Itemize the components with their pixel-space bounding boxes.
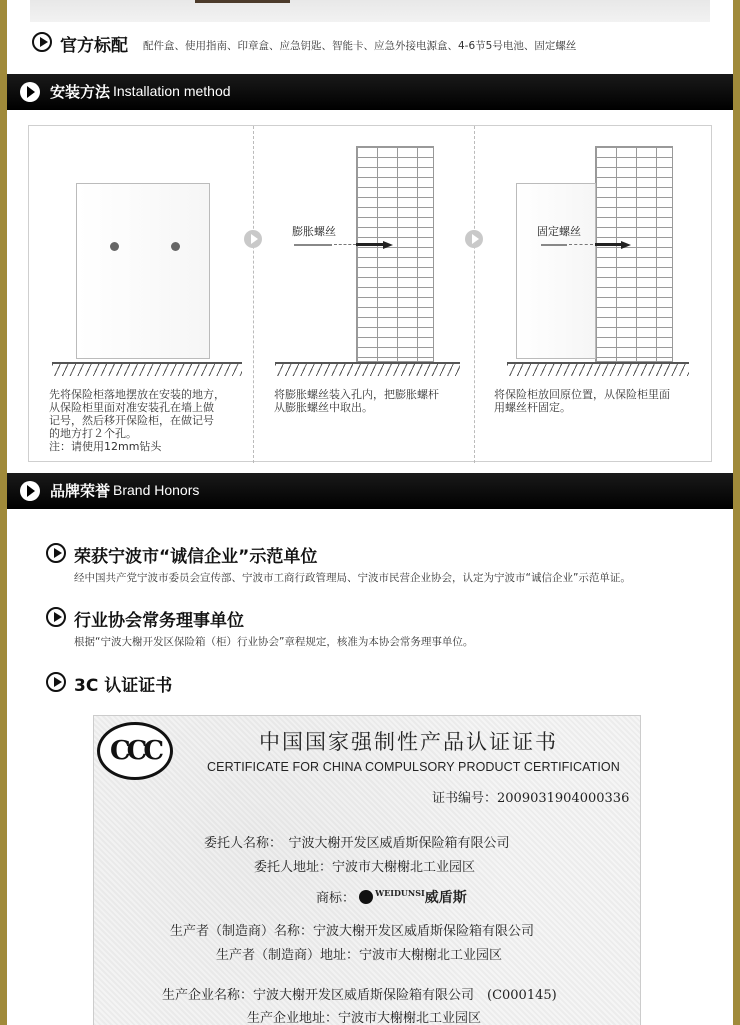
safe-cabinet [516, 183, 596, 359]
ccc-certificate-image [93, 715, 641, 1025]
play-circle-icon [46, 672, 66, 692]
step-arrow-icon [465, 230, 483, 248]
honor-text: 根据“宁波大榭开发区保险箱（柜）行业协会”章程规定，核准为本协会常务理事单位。 [74, 636, 474, 648]
guide-line [569, 244, 593, 245]
factory-name: 生产企业名称：宁波大榭开发区威盾斯保险箱有限公司 (C000145) [162, 988, 557, 1003]
step-arrow-icon [244, 230, 262, 248]
step3-text: 将保险柜放回原位置，从保险柜里面 用螺丝杆固定。 [494, 388, 670, 414]
anchor-tip [383, 241, 393, 249]
installation-header-cn: 安装方法 [50, 83, 111, 101]
ground [275, 362, 460, 376]
step-divider [474, 126, 475, 463]
guide-line [334, 244, 356, 245]
step2-text: 将膨胀螺丝装入孔内，把膨胀螺杆 从膨胀螺丝中取出。 [274, 388, 439, 414]
anchor-bolt [356, 243, 383, 246]
brick-wall [595, 146, 673, 362]
trademark-row: 商标： $^{WEIDUNSI}$威盾斯 [316, 888, 467, 906]
honor-title: 3C 认证证书 [74, 676, 173, 696]
installation-diagram [28, 125, 712, 462]
play-circle-icon [20, 82, 40, 102]
client-name: 委托人名称： 宁波大榭开发区威盾斯保险箱有限公司 [204, 836, 510, 851]
play-circle-icon [46, 607, 66, 627]
honors-header-cn: 品牌荣誉 [50, 482, 111, 500]
standard-title: 官方标配 [60, 36, 128, 56]
ground [52, 362, 242, 376]
standard-items: 配件盒、使用指南、印章盒、应急钥匙、智能卡、应急外接电源盒、4-6节5号电池、固定螺丝 [143, 40, 577, 52]
safe-cabinet [76, 183, 210, 359]
client-address: 委托人地址：宁波市大榭榭北工业园区 [254, 860, 476, 875]
mounting-hole [110, 242, 119, 251]
installation-header-bar [7, 74, 733, 110]
installation-header-en: Installation method [113, 83, 231, 99]
play-circle-icon [46, 543, 66, 563]
standard-accessories-row [32, 31, 732, 55]
step1-text: 先将保险柜落地摆放在安装的地方， 从保险柜里面对准安装孔在墙上做 记号，然后移开保险柜，在做记号 的地方打２个孔。 注：请使用12mm钻头 [49, 388, 225, 453]
ccc-logo: CCC [97, 722, 173, 780]
mounting-hole [171, 242, 180, 251]
manufacturer-name: 生产者（制造商）名称：宁波大榭开发区威盾斯保险箱有限公司 [170, 924, 535, 939]
fixing-screw [541, 244, 567, 246]
top-product-image [30, 0, 710, 22]
certificate-title-cn: 中国国家强制性产品认证证书 [259, 730, 558, 754]
anchor-tip [621, 241, 631, 249]
certificate-number: 证书编号：2009031904000336 [432, 791, 630, 806]
ground [507, 362, 689, 376]
honors-header-en: Brand Honors [113, 482, 200, 498]
honor-text: 经中国共产党宁波市委员会宣传部、宁波市工商行政管理局、宁波市民营企业协会，认定为宁波市“诚信企业”示范单证。 [74, 572, 631, 584]
expansion-screw [294, 244, 332, 246]
step-divider [253, 126, 254, 463]
brick-wall [356, 146, 434, 362]
expansion-screw-label: 膨胀螺丝 [292, 225, 336, 238]
manufacturer-address: 生产者（制造商）地址：宁波市大榭榭北工业园区 [216, 948, 503, 963]
play-circle-icon [32, 32, 52, 52]
play-circle-icon [20, 481, 40, 501]
honors-header-bar [7, 473, 733, 509]
factory-address: 生产企业地址：宁波市大榭榭北工业园区 [247, 1011, 482, 1025]
honor-title: 行业协会常务理事单位 [74, 611, 244, 631]
anchor-bolt [595, 243, 621, 246]
certificate-title-en: CERTIFICATE FOR CHINA COMPULSORY PRODUCT CERTIFICATION [207, 760, 620, 774]
brand-logo: $^{WEIDUNSI}$威盾斯 [359, 887, 467, 907]
honor-title: 荣获宁波市“诚信企业”示范单位 [74, 547, 318, 567]
fixing-screw-label: 固定螺丝 [537, 225, 581, 238]
product-detail-page [7, 0, 733, 1025]
